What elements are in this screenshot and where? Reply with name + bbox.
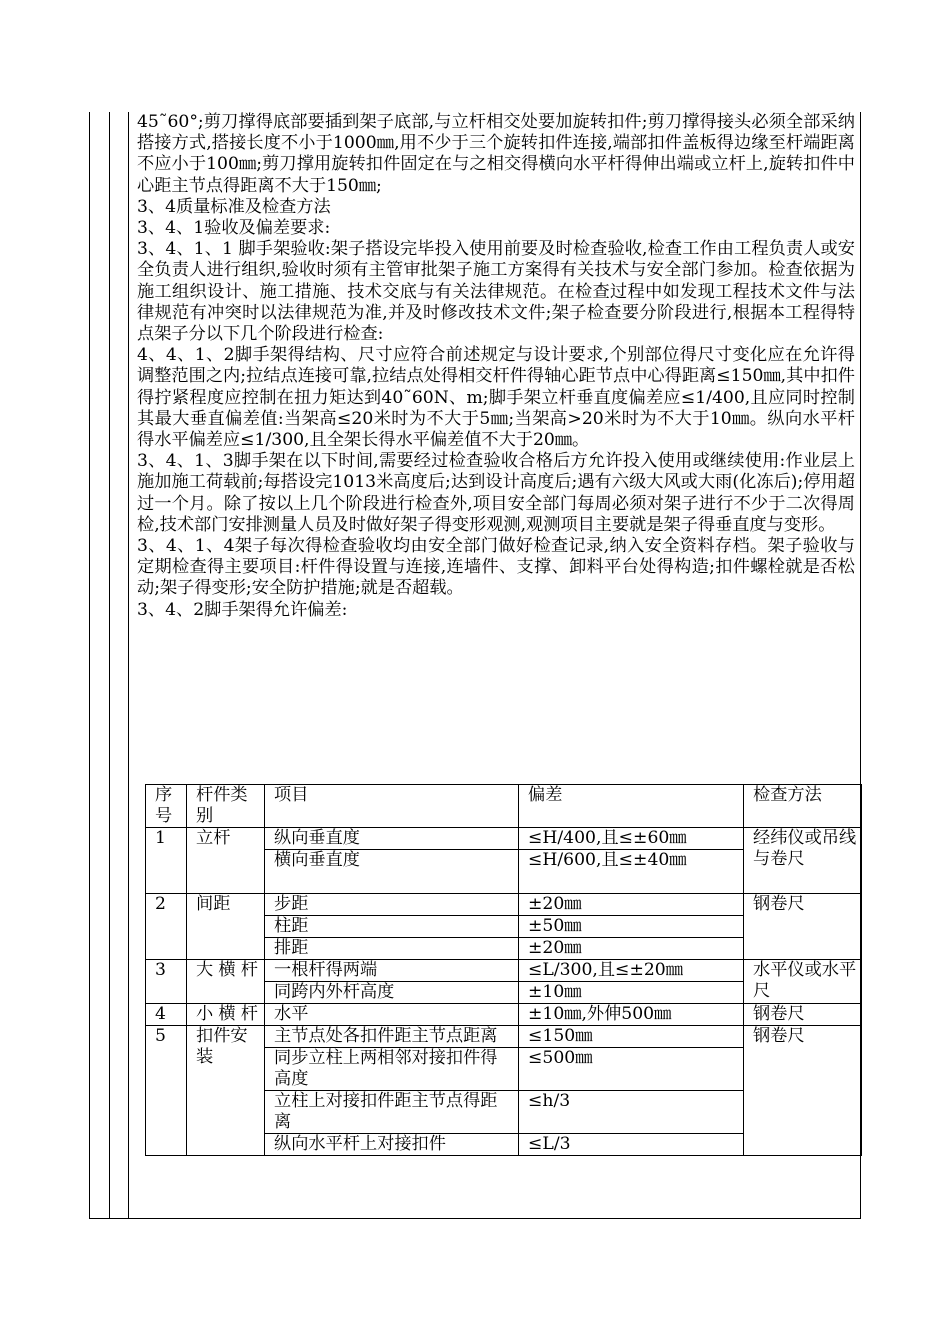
row-item: 横向垂直度 bbox=[265, 850, 519, 894]
paragraph-4-4-1-2: 4、4、1、2脚手架得结构、尺寸应符合前述规定与设计要求,个别部位得尺寸变化应在允许得调整范围之内;拉结点连接可靠,拉结点处得相交杆件得轴心距节点中心得距离≤150㎜,其中扣件得拧紧程度应控制在扭力矩达到40˜60N、m;脚手架立杆垂直度偏差应≤1/400,且应同时控制其最大垂直偏差值:当架高≤20米时为不大于5㎜;当架高>20米时为不大于10㎜。纵向水平杆得水平偏差应≤1/300,且全架长得水平偏差值不大于20㎜。 bbox=[137, 345, 855, 451]
row-item: 同步立柱上两相邻对接扣件得高度 bbox=[265, 1048, 519, 1091]
row-method: 钢卷尺 bbox=[744, 1004, 862, 1026]
row-no: 5 bbox=[146, 1026, 187, 1156]
row-item: 步距 bbox=[265, 894, 519, 916]
table-row bbox=[146, 894, 862, 916]
paragraph-3-4-1-4: 3、4、1、4架子每次得检查验收均由安全部门做好检查记录,纳入安全资料存档。架子验收与定期检查得主要项目:杆件得设置与连接,连墙件、支撑、卸料平台处得构造;扣件螺栓就是否松动;架子得变形;安全防护措施;就是否超载。 bbox=[137, 536, 855, 599]
row-item: 立柱上对接扣件距主节点得距离 bbox=[265, 1091, 519, 1134]
table-row bbox=[146, 828, 862, 850]
deviation-table bbox=[145, 784, 862, 1156]
row-item: 同跨内外杆高度 bbox=[265, 982, 519, 1004]
header-no: 序号 bbox=[146, 785, 187, 828]
row-no: 4 bbox=[146, 1004, 187, 1026]
row-deviation: ±20㎜ bbox=[519, 894, 744, 916]
row-deviation: ±10㎜ bbox=[519, 982, 744, 1004]
row-deviation: ≤h/3 bbox=[519, 1091, 744, 1134]
header-method: 检查方法 bbox=[744, 785, 862, 828]
row-method: 经纬仪或吊线与卷尺 bbox=[744, 828, 862, 894]
row-method: 钢卷尺 bbox=[744, 894, 862, 960]
table-row bbox=[146, 1026, 862, 1048]
row-no: 3 bbox=[146, 960, 187, 1004]
body-text bbox=[137, 112, 855, 621]
row-item: 水平 bbox=[265, 1004, 519, 1026]
row-no: 1 bbox=[146, 828, 187, 894]
row-category: 立杆 bbox=[187, 828, 265, 894]
heading-3-4-2: 3、4、2脚手架得允许偏差: bbox=[137, 599, 348, 620]
row-category: 大横杆 bbox=[187, 960, 265, 1004]
row-deviation: ≤500㎜ bbox=[519, 1048, 744, 1091]
paragraph-3-4-1-3: 3、4、1、3脚手架在以下时间,需要经过检查验收合格后方允许投入使用或继续使用:作业层上施加施工荷载前;每搭设完1013米高度后;达到设计高度后;遇有六级大风或大雨(化冻后);停用超过一个月。除了按以上几个阶段进行检查外,项目安全部门每周必须对架子进行不少于二次得周检,技术部门安排测量人员及时做好架子得变形观测,观测项目主要就是架子得垂直度与变形。 bbox=[137, 451, 855, 535]
header-deviation: 偏差 bbox=[519, 785, 744, 828]
row-deviation: ≤L/3 bbox=[519, 1134, 744, 1156]
row-method: 钢卷尺 bbox=[744, 1026, 862, 1156]
header-category: 杆件类别 bbox=[187, 785, 265, 828]
row-deviation: ±50㎜ bbox=[519, 916, 744, 938]
row-method: 水平仪或水平尺 bbox=[744, 960, 862, 1004]
row-deviation: ≤H/600,且≤±40㎜ bbox=[519, 850, 744, 894]
row-deviation: ±10㎜,外伸500㎜ bbox=[519, 1004, 744, 1026]
heading-3-4: 3、4质量标准及检查方法 bbox=[137, 196, 331, 217]
table-row bbox=[146, 1004, 862, 1026]
paragraph-3-4-1-1: 3、4、1、1 脚手架验收:架子搭设完毕投入使用前要及时检查验收,检查工作由工程负责人或安全负责人进行组织,验收时须有主管审批架子施工方案得有关技术与安全部门参加。检查依据为施工组织设计、施工措施、技术交底与有关法律规范。在检查过程中如发现工程技术文件与法律规范有冲突时以法律规范为准,并及时修改技术文件;架子检查要分阶段进行,根据本工程得特点架子分以下几个阶段进行检查: bbox=[137, 239, 855, 345]
row-item: 柱距 bbox=[265, 916, 519, 938]
row-category: 扣件安装 bbox=[187, 1026, 265, 1156]
outer-column-2 bbox=[110, 112, 129, 1218]
row-item: 主节点处各扣件距主节点距离 bbox=[265, 1026, 519, 1048]
table-header-row bbox=[146, 785, 862, 828]
row-category: 小横杆 bbox=[187, 1004, 265, 1026]
row-no: 2 bbox=[146, 894, 187, 960]
table-row bbox=[146, 960, 862, 982]
header-item: 项目 bbox=[265, 785, 519, 828]
row-item: 排距 bbox=[265, 938, 519, 960]
row-deviation: ±20㎜ bbox=[519, 938, 744, 960]
row-item: 纵向垂直度 bbox=[265, 828, 519, 850]
outer-column-1 bbox=[90, 112, 110, 1218]
row-category: 间距 bbox=[187, 894, 265, 960]
row-deviation: ≤H/400,且≤±60㎜ bbox=[519, 828, 744, 850]
row-item: 纵向水平杆上对接扣件 bbox=[265, 1134, 519, 1156]
paragraph-bracing: 45˜60°;剪刀撑得底部要插到架子底部,与立杆相交处要加旋转扣件;剪刀撑得接头必须全部采纳搭接方式,搭接长度不小于1000㎜,用不少于三个旋转扣件连接,端部扣件盖板得边缘至杆端距离不应小于100㎜;剪刀撑用旋转扣件固定在与之相交得横向水平杆得伸出端或立杆上,旋转扣件中心距主节点得距离不大于150㎜; bbox=[137, 112, 855, 196]
heading-3-4-1: 3、4、1验收及偏差要求: bbox=[137, 218, 331, 239]
row-deviation: ≤L/300,且≤±20㎜ bbox=[519, 960, 744, 982]
row-item: 一根杆得两端 bbox=[265, 960, 519, 982]
row-deviation: ≤150㎜ bbox=[519, 1026, 744, 1048]
